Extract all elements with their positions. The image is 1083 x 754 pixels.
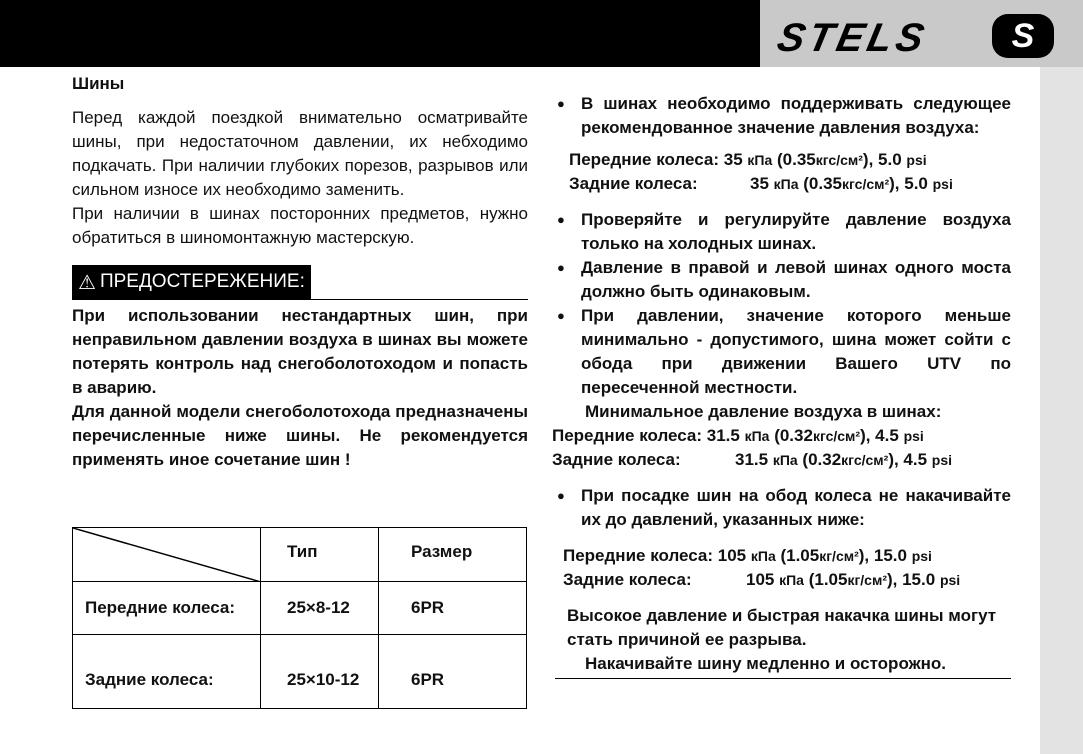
max-front-kgf: (1.05 — [780, 546, 820, 565]
rec-front-label: Передние колеса: — [569, 150, 720, 169]
rec-rear-label: Задние колеса: — [569, 174, 698, 193]
max-front-psi: ), 15.0 — [858, 546, 907, 565]
row-type: 25×10-12 — [261, 635, 379, 709]
max-rear-kgf-unit: кг/см² — [847, 572, 887, 588]
rec-front-kgf-unit: кгс/см² — [815, 152, 863, 168]
max-front-psi-unit: psi — [911, 548, 932, 564]
min-front-psi-unit: psi — [903, 428, 924, 444]
min-front-psi: ), 4.5 — [860, 426, 899, 445]
warning-label-box — [72, 265, 311, 299]
max-rear-label: Задние колеса: — [563, 570, 692, 589]
max-front-label: Передние колеса: — [563, 546, 714, 565]
min-pressure-title: Минимальное давление воздуха в шинах: — [585, 402, 942, 421]
max-rear-line — [563, 568, 1011, 592]
header-bar — [0, 0, 760, 67]
warning-header — [72, 266, 528, 300]
warning-colon: : — [299, 271, 305, 292]
warning-paragraph-1: При использовании нестандартных шин, при неправильном давлении воздуха в шинах вы можете потерять контроль над снегоболотоходом и попасть в аварию. — [72, 306, 528, 397]
bullet-min-pressure: ● При давлении, значение которого меньше минимально - допустимого, шина может сойти с обода при движении Вашего UTV по пересеченной местности. — [555, 304, 1011, 400]
diagonal-line — [73, 528, 261, 582]
bullet-equal-pressure: ● Давление в правой и левой шинах одного моста должно быть одинаковым. — [555, 256, 1011, 304]
rec-rear-psi-unit: psi — [932, 176, 953, 192]
rec-rear-kgf: (0.35 — [803, 174, 842, 193]
final-warning — [555, 604, 1011, 679]
left-column — [72, 74, 528, 472]
header-type: Тип — [261, 528, 379, 582]
page-edge-strip — [1040, 67, 1083, 754]
min-rear-kgf-unit: кгс/см² — [841, 452, 889, 468]
min-rear-value: 31.5 — [735, 450, 769, 469]
section-title: Шины — [72, 74, 125, 93]
table-corner-cell — [73, 528, 261, 582]
rec-front-kgf: (0.35 — [777, 150, 816, 169]
warning-paragraph-2: Для данной модели снегоболотохода предназначены перечисленные ниже шины. Не рекомендуется применять иное сочетание шин ! — [72, 402, 528, 469]
min-rear-line — [552, 448, 1011, 472]
min-rear-unit: кПа — [772, 452, 798, 468]
max-front-line — [563, 544, 1011, 568]
rec-rear-unit: кПа — [773, 176, 799, 192]
table-row — [73, 635, 527, 709]
max-front-unit: кПа — [750, 548, 776, 564]
bullet-mounting: ● При посадке шин на обод колеса не накачивайте их до давлений, указанных ниже: — [555, 484, 1011, 532]
rec-front-unit: кПа — [747, 152, 773, 168]
min-rear-label: Задние колеса: — [552, 450, 681, 469]
max-front-value: 105 — [717, 546, 747, 565]
min-rear-kgf: (0.32 — [802, 450, 842, 469]
final-advice-text: Накачивайте шину медленно и осторожно. — [585, 654, 947, 673]
min-front-line — [552, 424, 1011, 448]
warning-label: ПРЕДОСТЕРЕЖЕНИЕ — [99, 271, 300, 292]
min-front-kgf-unit: кгс/см² — [812, 428, 861, 444]
recommended-pressure — [555, 148, 1011, 196]
min-front-unit: кПа — [744, 428, 770, 444]
max-rear-kgf: (1.05 — [808, 570, 848, 589]
row-size: 6PR — [379, 635, 527, 709]
brand-logo — [760, 0, 1083, 67]
tires-paragraph-1: Перед каждой поездкой внимательно осматривайте шины, при недостаточном давлении, их небходимо подкачать. При наличии глубоких порезов, разрывов или сильном износе их необходимо заменить. — [72, 108, 528, 199]
tire-spec-table — [72, 527, 527, 709]
warning-triangle-icon: ⚠ — [78, 271, 96, 294]
row-label: Передние колеса: — [73, 582, 261, 635]
row-size: 6PR — [379, 582, 527, 635]
final-warning-text: Высокое давление и быстрая накачка шины могут стать причиной ее разрыва. — [567, 606, 997, 649]
min-rear-psi-unit: psi — [931, 452, 953, 468]
max-rear-value: 105 — [746, 570, 775, 589]
min-front-kgf: (0.32 — [774, 426, 813, 445]
rec-front-psi: ), 5.0 — [862, 150, 902, 169]
rec-rear-kgf-unit: кгс/см² — [842, 176, 890, 192]
max-mounting-pressure — [555, 544, 1011, 592]
rec-front-line — [569, 148, 1011, 172]
max-rear-psi: ), 15.0 — [887, 570, 936, 589]
max-rear-psi-unit: psi — [939, 572, 961, 588]
warning-body — [72, 304, 528, 472]
logo-wordmark: STELS — [773, 16, 932, 60]
rec-rear-psi: ), 5.0 — [889, 174, 928, 193]
rec-front-value: 35 — [723, 150, 743, 169]
minimum-pressure — [552, 424, 1011, 472]
min-front-value: 31.5 — [706, 426, 740, 445]
min-front-label: Передние колеса: — [552, 426, 703, 445]
right-column — [552, 92, 1011, 679]
row-type: 25×8-12 — [261, 582, 379, 635]
max-front-kgf-unit: кг/см² — [819, 548, 859, 564]
rec-front-psi-unit: psi — [906, 152, 927, 168]
rec-rear-line — [569, 172, 1011, 196]
table-header-row — [73, 528, 527, 582]
bullet-cold-tires: ● Проверяйте и регулируйте давление воздуха только на холодных шинах. — [555, 208, 1011, 256]
logo-badge: S — [992, 14, 1054, 58]
header-size: Размер — [379, 528, 527, 582]
rec-rear-value: 35 — [750, 174, 769, 193]
row-label: Задние колеса: — [73, 635, 261, 709]
min-rear-psi: ), 4.5 — [888, 450, 928, 469]
tires-paragraph-2: При наличии в шинах посторонних предметов, нужно обратиться в шиномонтажную мастерскую. — [72, 204, 528, 247]
max-rear-unit: кПа — [779, 572, 804, 588]
table-row — [73, 582, 527, 635]
bullet-recommended: ● В шинах необходимо поддерживать следующее рекомендованное значение давления воздуха: — [555, 92, 1011, 140]
